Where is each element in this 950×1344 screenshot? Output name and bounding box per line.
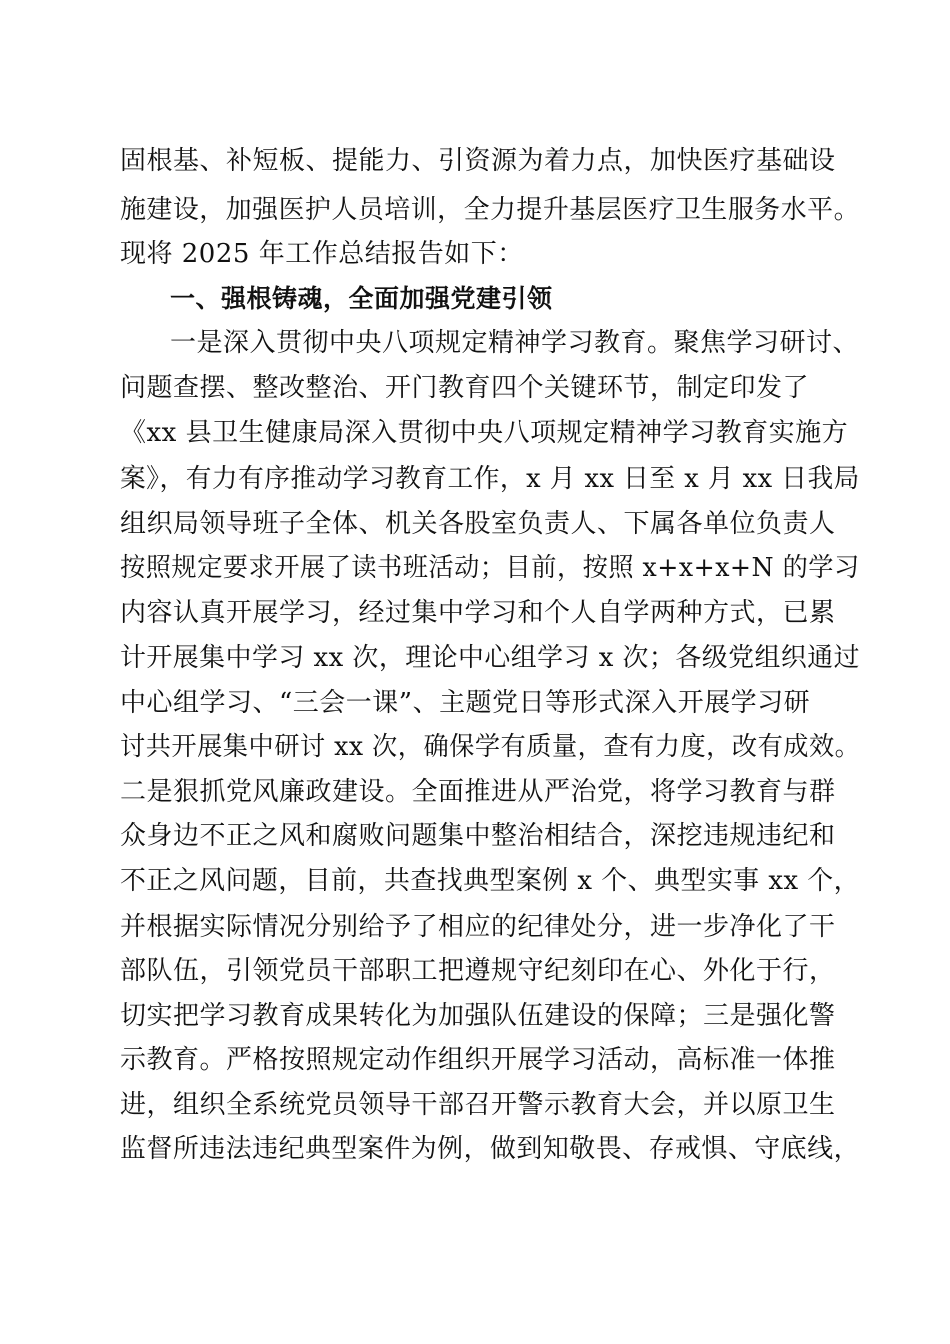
body-text-line: 二是狠抓党风廉政建设。全面推进从严治党，将学习教育与群 (120, 777, 836, 807)
body-text-line: 众身边不正之风和腐败问题集中整治相结合，深挖违规违纪和 (120, 821, 836, 851)
body-text-line: 讨共开展集中研讨 xx 次，确保学有质量，查有力度，改有成效。 (120, 732, 861, 762)
body-text-line: 并根据实际情况分别给予了相应的纪律处分，进一步净化了干 (120, 912, 836, 942)
body-text-line: 计开展集中学习 xx 次，理论中心组学习 x 次；各级党组织通过 (120, 643, 861, 673)
body-text-line: 不正之风问题，目前，共查找典型案例 x 个、典型实事 xx 个， (120, 866, 861, 896)
body-text-line: 内容认真开展学习，经过集中学习和个人自学两种方式，已累 (120, 598, 836, 628)
body-text-line: 组织局领导班子全体、机关各股室负责人、下属各单位负责人 (120, 509, 836, 539)
section-heading: 一、强根铸魂，全面加强党建引领 (170, 284, 553, 313)
body-text-line: 进，组织全系统党员领导干部召开警示教育大会，并以原卫生 (120, 1090, 836, 1120)
body-text-line: 案》，有力有序推动学习教育工作，x 月 xx 日至 x 月 xx 日我局 (120, 464, 860, 494)
body-text-line: 监督所违法违纪典型案件为例，做到知敬畏、存戒惧、守底线， (120, 1134, 861, 1164)
body-text-line: 切实把学习教育成果转化为加强队伍建设的保障；三是强化警 (120, 1001, 836, 1031)
body-text-line: 固根基、补短板、提能力、引资源为着力点，加快医疗基础设 (120, 146, 836, 176)
body-text-line: 施建设，加强医护人员培训，全力提升基层医疗卫生服务水平。 (120, 195, 861, 225)
body-text-line: 现将 2025 年工作总结报告如下： (120, 239, 524, 269)
body-text-line: 《xx 县卫生健康局深入贯彻中央八项规定精神学习教育实施方 (120, 418, 849, 448)
body-text-line: 一是深入贯彻中央八项规定精神学习教育。聚焦学习研讨、 (170, 328, 860, 358)
body-text-line: 按照规定要求开展了读书班活动；目前，按照 x+x+x+N 的学习 (120, 553, 860, 583)
body-text-line: 问题查摆、整改整治、开门教育四个关键环节，制定印发了 (120, 373, 810, 403)
body-text-line: 中心组学习、“三会一课”、主题党日等形式深入开展学习研 (120, 688, 811, 718)
body-text-line: 示教育。严格按照规定动作组织开展学习活动，高标准一体推 (120, 1045, 836, 1075)
body-text-line: 部队伍，引领党员干部职工把遵规守纪刻印在心、外化于行， (120, 956, 836, 986)
